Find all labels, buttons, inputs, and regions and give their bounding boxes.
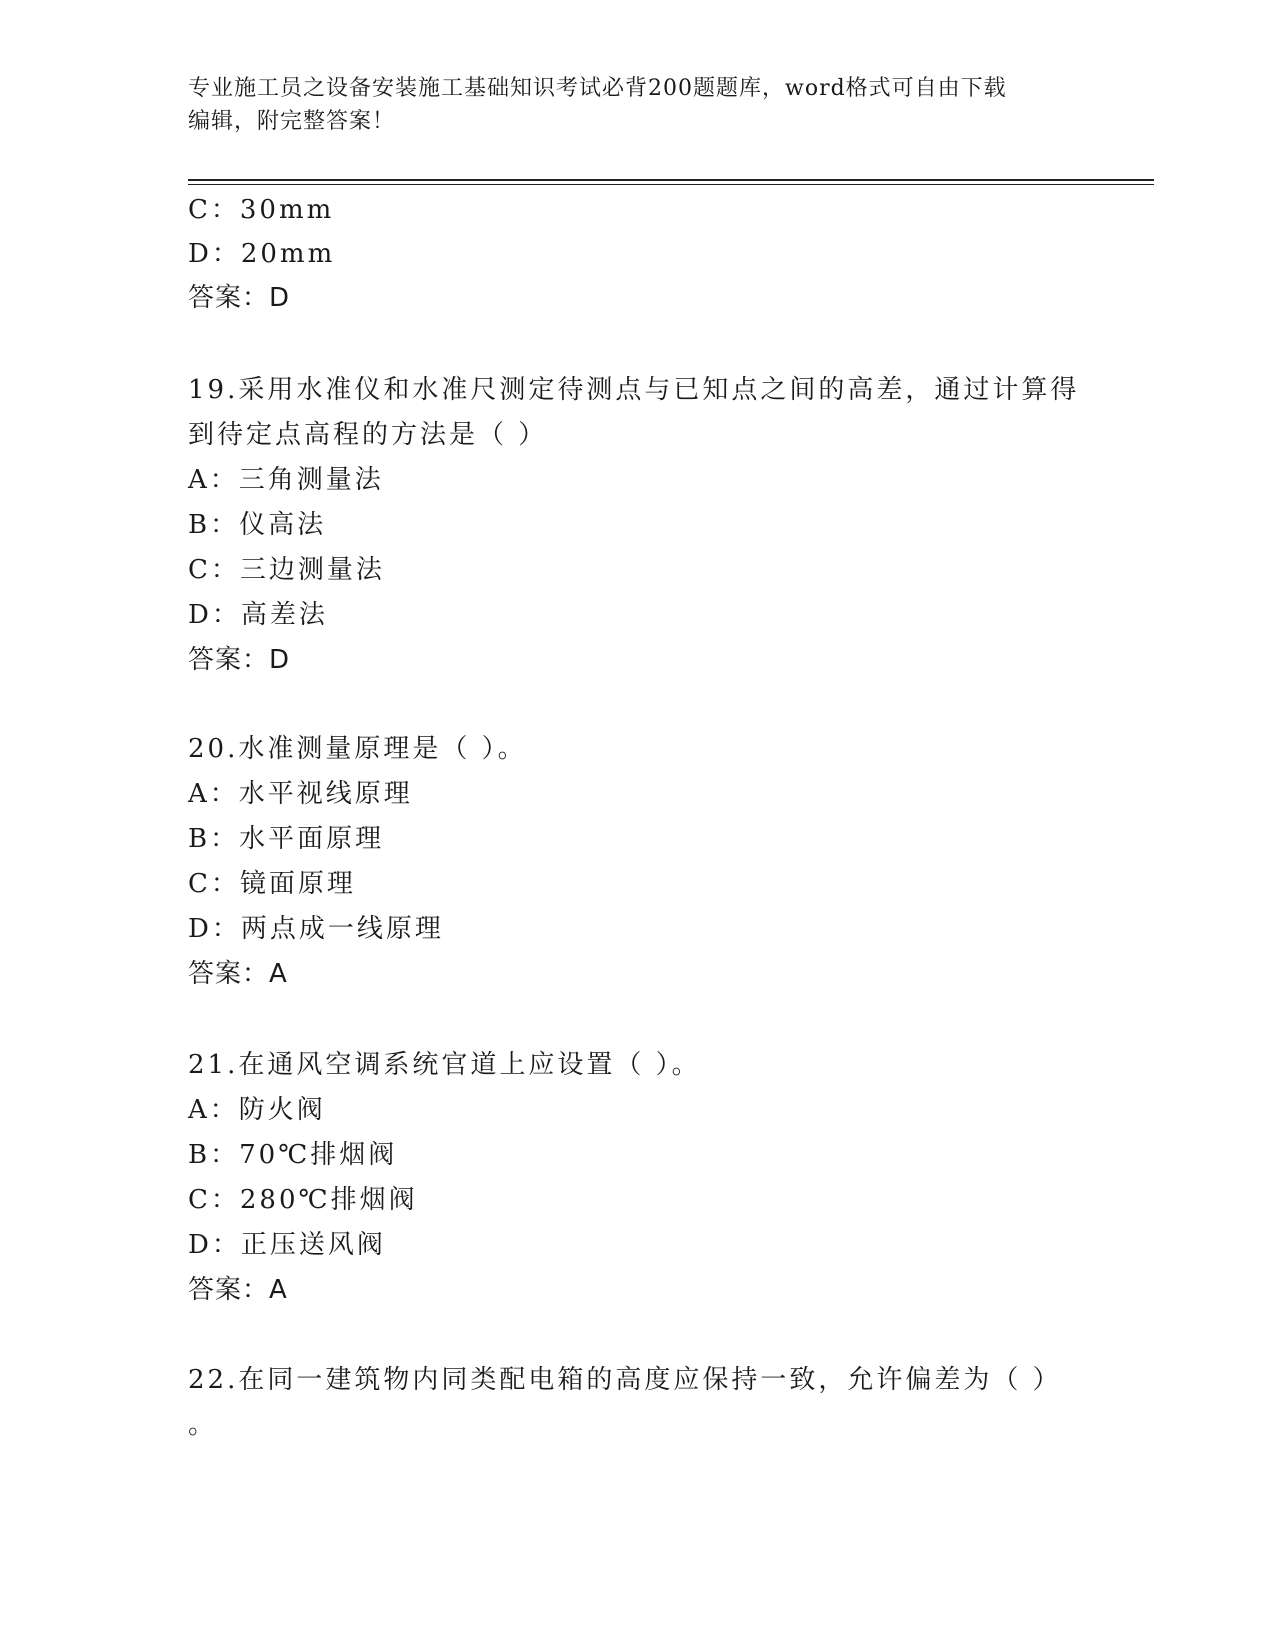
q21-answer: 答案：A [188,1275,288,1305]
document-header [188,72,1078,138]
q22-stem-line-1: 22.在同一建筑物内同类配电箱的高度应保持一致，允许偏差为（ ） [188,1365,1062,1395]
q21-option-d: D：正压送风阀 [188,1230,386,1260]
q20-option-a: A：水平视线原理 [188,779,413,809]
q21-option-b: B：70℃排烟阀 [188,1140,398,1170]
header-divider-thin [188,184,1154,185]
q20-stem: 20.水准测量原理是（ ）。 [188,734,527,764]
q18-option-d: D：20mm [188,239,336,269]
q19-option-b: B：仪高法 [188,510,327,540]
q20-option-c: C：镜面原理 [188,869,356,899]
header-divider-thick [188,179,1154,181]
q22-stem-line-2: 。 [188,1410,218,1440]
q19-option-d: D：高差法 [188,600,328,630]
q21-option-a: A：防火阀 [188,1095,326,1125]
q21-option-c: C：280℃排烟阀 [188,1185,418,1215]
q20-option-b: B：水平面原理 [188,824,385,854]
q18-answer: 答案：D [188,283,291,313]
q18-option-c: C：30mm [188,195,335,225]
q19-stem-line-1: 19.采用水准仪和水准尺测定待测点与已知点之间的高差，通过计算得 [188,375,1080,405]
q19-option-c: C：三边测量法 [188,555,385,585]
header-line-2: 编辑，附完整答案！ [188,109,396,134]
header-line-1: 专业施工员之设备安装施工基础知识考试必背200题题库，word格式可自由下载 [188,76,1007,101]
q20-option-d: D：两点成一线原理 [188,914,444,944]
q19-answer: 答案：D [188,645,291,675]
q21-stem: 21.在通风空调系统官道上应设置（ ）。 [188,1050,701,1080]
q19-option-a: A：三角测量法 [188,465,384,495]
q20-answer: 答案：A [188,959,288,989]
q19-stem-line-2: 到待定点高程的方法是（ ） [188,420,548,450]
